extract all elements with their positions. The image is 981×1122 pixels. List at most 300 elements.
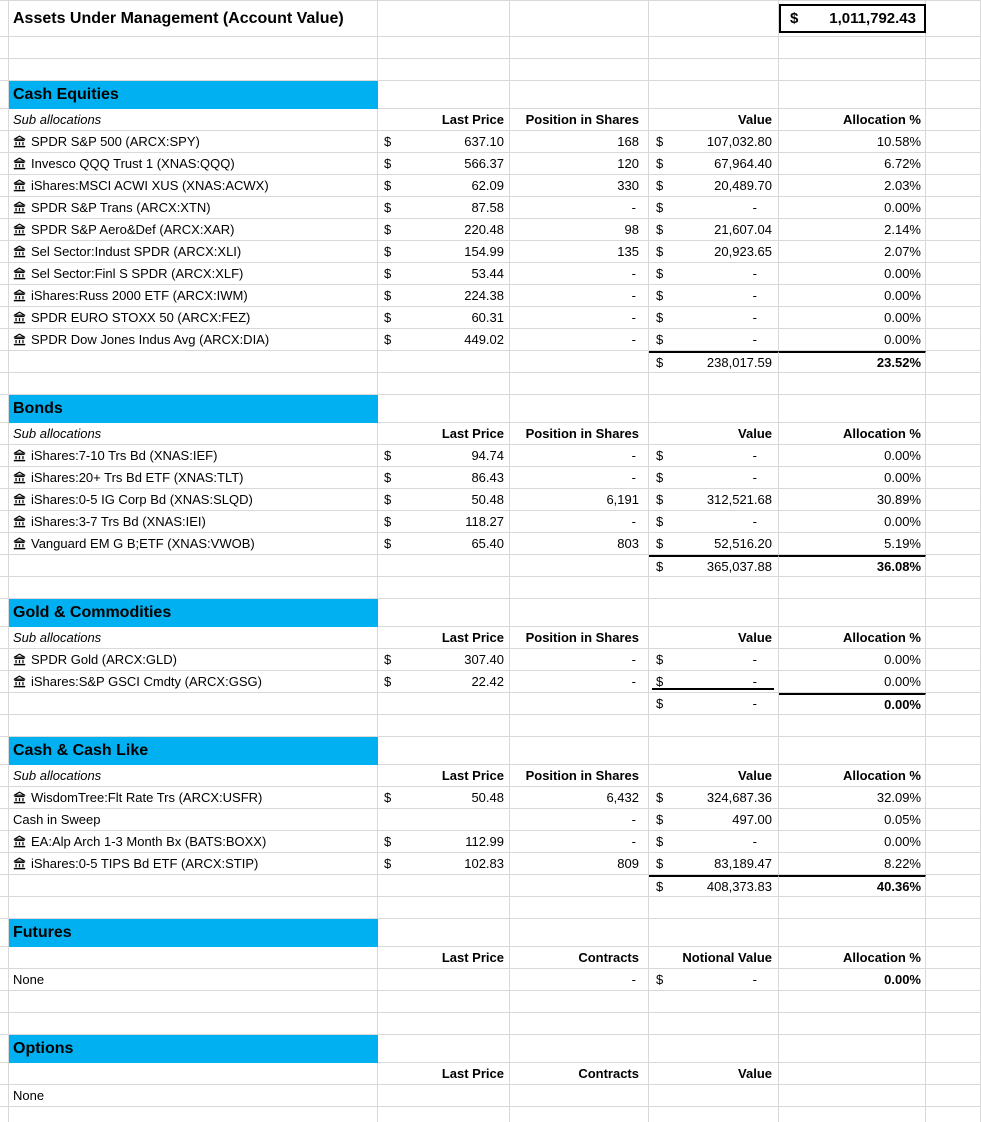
column-header-row: [0, 627, 981, 649]
grid-cell: [926, 919, 981, 947]
cell-asset-name[interactable]: [9, 489, 378, 511]
cell-last-price[interactable]: [378, 197, 510, 219]
cell-asset-name[interactable]: [9, 445, 378, 467]
cell-value[interactable]: [649, 263, 779, 285]
grid-cell: [649, 1013, 779, 1035]
cell-allocation[interactable]: [779, 197, 926, 219]
section-header[interactable]: Cash & Cash Like: [9, 737, 378, 765]
grid-cell: [0, 175, 9, 197]
cell-last-price[interactable]: [378, 241, 510, 263]
grid-cell: [9, 373, 378, 395]
position-value: -: [631, 332, 636, 347]
grid-cell: [378, 577, 510, 599]
currency-symbol: $: [384, 156, 392, 171]
classical-building-icon: [13, 245, 26, 258]
cell-asset-name[interactable]: [9, 329, 378, 351]
cell-asset-name[interactable]: [9, 853, 378, 875]
cell-last-price[interactable]: [378, 131, 510, 153]
asset-row: [0, 445, 981, 467]
cell-value[interactable]: [649, 197, 779, 219]
cell-last-price[interactable]: [378, 329, 510, 351]
grid-cell: [649, 1, 779, 37]
account-value-cell[interactable]: [779, 1, 926, 37]
grid-cell: [378, 373, 510, 395]
grid-cell: [926, 809, 981, 831]
grid-cell: [926, 1085, 981, 1107]
account-value-box[interactable]: [779, 4, 926, 33]
cell-position[interactable]: [510, 307, 649, 329]
sub-allocations-label: [9, 947, 378, 969]
grid-cell: [926, 241, 981, 263]
currency-symbol: $: [656, 652, 664, 667]
section-header[interactable]: Futures: [9, 919, 378, 947]
col-header-allocation: Allocation %: [779, 765, 926, 787]
section-header[interactable]: Cash Equities: [9, 81, 378, 109]
cell-last-price[interactable]: [378, 285, 510, 307]
cell-value[interactable]: [649, 219, 779, 241]
classical-building-icon: [13, 675, 26, 688]
cell-allocation[interactable]: [779, 853, 926, 875]
grid-cell: [779, 1107, 926, 1122]
grid-cell: [779, 599, 926, 627]
cell-last-price[interactable]: [378, 153, 510, 175]
cell-last-price[interactable]: [378, 307, 510, 329]
grid-cell: [926, 81, 981, 109]
price-value: 86.43: [471, 470, 504, 485]
cell-value[interactable]: [649, 285, 779, 307]
cell-allocation[interactable]: [779, 809, 926, 831]
asset-row: [0, 787, 981, 809]
grid-cell: [0, 219, 9, 241]
grid-cell: [649, 897, 779, 919]
cell-allocation[interactable]: [779, 307, 926, 329]
currency-symbol: $: [790, 10, 799, 27]
cell-allocation[interactable]: [779, 153, 926, 175]
page-title: Assets Under Management (Account Value): [9, 1, 378, 37]
grid-cell: [926, 533, 981, 555]
cell-total-value[interactable]: [649, 555, 779, 577]
cell-position[interactable]: [510, 969, 649, 991]
cell-allocation[interactable]: [779, 467, 926, 489]
cell-allocation[interactable]: [779, 219, 926, 241]
cell-value[interactable]: [649, 175, 779, 197]
asset-row: [0, 467, 981, 489]
value-amount: -: [752, 834, 757, 849]
asset-label: iShares:S&P GSCI Cmdty (ARCX:GSG): [31, 674, 262, 689]
position-value: -: [631, 288, 636, 303]
cell-allocation[interactable]: [779, 787, 926, 809]
sub-allocations-label: Sub allocations: [9, 627, 378, 649]
price-value: 566.37: [464, 156, 504, 171]
col-header-allocation: Allocation %: [779, 109, 926, 131]
grid-cell: [378, 737, 510, 765]
cell-asset-name[interactable]: [9, 307, 378, 329]
classical-building-icon: [13, 311, 26, 324]
cell-total-allocation[interactable]: [779, 555, 926, 577]
asset-row: [0, 809, 981, 831]
cell-value[interactable]: [649, 307, 779, 329]
cell-position[interactable]: [510, 671, 649, 693]
cell-asset-name[interactable]: [9, 831, 378, 853]
cell-asset-name[interactable]: [9, 263, 378, 285]
grid-cell: [0, 329, 9, 351]
currency-symbol: $: [384, 790, 392, 805]
blank-row: [0, 1013, 981, 1035]
grid-cell: [0, 969, 9, 991]
cell-position[interactable]: [510, 445, 649, 467]
col-header-last-price: Last Price: [378, 1063, 510, 1085]
cell-value: [649, 1085, 779, 1107]
grid-cell: [779, 715, 926, 737]
cell-total-value[interactable]: [649, 875, 779, 897]
grid-cell: [779, 1035, 926, 1063]
currency-symbol: $: [656, 470, 664, 485]
cell-position[interactable]: [510, 489, 649, 511]
position-value: -: [631, 674, 636, 689]
cell-last-price[interactable]: [378, 787, 510, 809]
blank-row: [0, 373, 981, 395]
grid-cell: [649, 919, 779, 947]
cell-asset-name[interactable]: [9, 285, 378, 307]
cell-position[interactable]: [510, 329, 649, 351]
grid-cell: [378, 875, 510, 897]
position-value: -: [631, 266, 636, 281]
grid-cell: [926, 153, 981, 175]
sub-allocations-label: Sub allocations: [9, 423, 378, 445]
grid-cell: [649, 1107, 779, 1122]
allocation-value: 0.00%: [884, 470, 921, 485]
cell-value[interactable]: [649, 153, 779, 175]
grid-cell: [926, 737, 981, 765]
grid-cell: [779, 737, 926, 765]
cell-value[interactable]: [649, 445, 779, 467]
asset-row: [0, 649, 981, 671]
asset-label: SPDR Dow Jones Indus Avg (ARCX:DIA): [31, 332, 270, 347]
cell-allocation[interactable]: [779, 175, 926, 197]
grid-cell: [649, 59, 779, 81]
position-value: 168: [617, 134, 639, 149]
cell-value[interactable]: [649, 787, 779, 809]
cell-position[interactable]: [510, 175, 649, 197]
cell-value[interactable]: [649, 853, 779, 875]
classical-building-icon: [13, 157, 26, 170]
value-amount: 83,189.47: [714, 856, 772, 871]
grid-cell: [378, 991, 510, 1013]
grid-cell: [926, 263, 981, 285]
value-amount: 52,516.20: [714, 536, 772, 551]
grid-cell: [0, 787, 9, 809]
grid-cell: [0, 831, 9, 853]
cell-position[interactable]: [510, 853, 649, 875]
col-header-value: Value: [649, 627, 779, 649]
cell-last-price[interactable]: [378, 219, 510, 241]
cell-value[interactable]: [649, 831, 779, 853]
grid-cell: [0, 395, 9, 423]
cell-value[interactable]: [649, 467, 779, 489]
currency-symbol: $: [384, 178, 392, 193]
grid-cell: [378, 1013, 510, 1035]
grid-cell: [926, 37, 981, 59]
cell-total-allocation[interactable]: [779, 693, 926, 715]
cell-total-value[interactable]: [649, 693, 779, 715]
currency-symbol: $: [384, 200, 392, 215]
classical-building-icon: [13, 201, 26, 214]
cell-position[interactable]: [510, 153, 649, 175]
cell-asset-name[interactable]: [9, 511, 378, 533]
classical-building-icon: [13, 653, 26, 666]
cell-allocation[interactable]: [779, 489, 926, 511]
currency-symbol: $: [384, 470, 392, 485]
cell-position[interactable]: [510, 467, 649, 489]
cell-allocation[interactable]: [779, 445, 926, 467]
cell-asset-name[interactable]: [9, 649, 378, 671]
grid-cell: [0, 577, 9, 599]
position-value: -: [631, 310, 636, 325]
cell-allocation[interactable]: [779, 511, 926, 533]
section-header[interactable]: Gold & Commodities: [9, 599, 378, 627]
value-amount: 324,687.36: [706, 790, 772, 805]
asset-label: EA:Alp Arch 1-3 Month Bx (BATS:BOXX): [31, 834, 267, 849]
asset-row: [0, 175, 981, 197]
col-header-position: Position in Shares: [510, 765, 649, 787]
price-value: 60.31: [471, 310, 504, 325]
cell-position[interactable]: [510, 219, 649, 241]
classical-building-icon: [13, 471, 26, 484]
cell-last-price[interactable]: [378, 445, 510, 467]
asset-label: iShares:Russ 2000 ETF (ARCX:IWM): [31, 288, 248, 303]
cell-last-price[interactable]: [378, 853, 510, 875]
total-allocation-value: 36.08%: [876, 559, 921, 574]
value-amount: -: [752, 266, 757, 281]
value-amount: 107,032.80: [706, 134, 772, 149]
total-value-amount: 408,373.83: [706, 879, 772, 894]
total-value-amount: 238,017.59: [706, 355, 772, 370]
asset-row: [0, 197, 981, 219]
position-value: -: [631, 514, 636, 529]
section-header[interactable]: Options: [9, 1035, 378, 1063]
currency-symbol: $: [384, 492, 392, 507]
grid-cell: [9, 37, 378, 59]
position-value: 135: [617, 244, 639, 259]
cell-value[interactable]: [649, 489, 779, 511]
grid-cell: [926, 423, 981, 445]
grid-cell: [510, 991, 649, 1013]
currency-symbol: $: [656, 156, 664, 171]
grid-cell: [510, 351, 649, 373]
cell-last-price[interactable]: [378, 533, 510, 555]
cell-position[interactable]: [510, 511, 649, 533]
classical-building-icon: [13, 515, 26, 528]
grid-cell: [510, 555, 649, 577]
cell-allocation[interactable]: [779, 131, 926, 153]
allocation-value: 2.14%: [884, 222, 921, 237]
cell-asset-name[interactable]: [9, 131, 378, 153]
cell-asset-name[interactable]: [9, 533, 378, 555]
cell-asset-name[interactable]: [9, 219, 378, 241]
asset-row: [0, 263, 981, 285]
cell-last-price[interactable]: [378, 467, 510, 489]
cell-allocation[interactable]: [779, 285, 926, 307]
grid-cell: [0, 351, 9, 373]
classical-building-icon: [13, 267, 26, 280]
cell-asset-name[interactable]: [9, 671, 378, 693]
cell-allocation[interactable]: [779, 671, 926, 693]
cell-value[interactable]: [649, 533, 779, 555]
asset-label: SPDR Gold (ARCX:GLD): [31, 652, 177, 667]
cell-last-price[interactable]: [378, 831, 510, 853]
cell-position[interactable]: [510, 241, 649, 263]
col-header-allocation: Allocation %: [779, 947, 926, 969]
grid-cell: [9, 897, 378, 919]
classical-building-icon: [13, 223, 26, 236]
grid-cell: [510, 1, 649, 37]
cell-allocation[interactable]: [779, 831, 926, 853]
cell-position: [510, 1085, 649, 1107]
cell-last-price[interactable]: [378, 649, 510, 671]
classical-building-icon: [13, 289, 26, 302]
grid-cell: [926, 787, 981, 809]
grid-cell: [926, 467, 981, 489]
price-value: 220.48: [464, 222, 504, 237]
currency-symbol: $: [656, 222, 664, 237]
grid-cell: [649, 737, 779, 765]
grid-cell: [0, 373, 9, 395]
cell-value[interactable]: [649, 969, 779, 991]
grid-cell: [779, 577, 926, 599]
cell-value[interactable]: [649, 809, 779, 831]
grid-cell: [926, 991, 981, 1013]
grid-cell: [0, 285, 9, 307]
cell-last-price[interactable]: [378, 263, 510, 285]
currency-symbol: $: [656, 536, 664, 551]
allocation-value: 2.03%: [884, 178, 921, 193]
grid-cell: [9, 555, 378, 577]
cell-last-price: [378, 969, 510, 991]
asset-row: [0, 241, 981, 263]
classical-building-icon: [13, 791, 26, 804]
cell-last-price[interactable]: [378, 671, 510, 693]
grid-cell: [9, 351, 378, 373]
cell-allocation[interactable]: [779, 241, 926, 263]
cell-asset-name[interactable]: [9, 809, 378, 831]
position-value: 6,191: [606, 492, 639, 507]
grid-cell: [0, 649, 9, 671]
grid-cell: [0, 37, 9, 59]
cell-position[interactable]: [510, 263, 649, 285]
cell-value[interactable]: [649, 511, 779, 533]
cell-value[interactable]: [649, 671, 779, 693]
grid-cell: [0, 1, 9, 37]
cell-allocation: [779, 1085, 926, 1107]
asset-label: None: [13, 972, 45, 987]
cell-position[interactable]: [510, 197, 649, 219]
cell-asset-name[interactable]: [9, 153, 378, 175]
price-value: 637.10: [464, 134, 504, 149]
cell-allocation[interactable]: [779, 263, 926, 285]
grid-cell: [0, 853, 9, 875]
grid-cell: [926, 329, 981, 351]
currency-symbol: $: [384, 448, 392, 463]
currency-symbol: $: [384, 834, 392, 849]
cell-allocation[interactable]: [779, 329, 926, 351]
cell-total-allocation[interactable]: [779, 875, 926, 897]
cell-asset-name[interactable]: [9, 1085, 378, 1107]
grid-cell: [779, 991, 926, 1013]
cell-allocation[interactable]: [779, 533, 926, 555]
allocation-value: 0.00%: [884, 266, 921, 281]
allocation-value: 5.19%: [884, 536, 921, 551]
section-header[interactable]: Bonds: [9, 395, 378, 423]
cell-total-value[interactable]: [649, 351, 779, 373]
blank-row: [0, 577, 981, 599]
cell-asset-name[interactable]: [9, 197, 378, 219]
grid-cell: [779, 37, 926, 59]
cell-value[interactable]: [649, 241, 779, 263]
grid-cell: [378, 1035, 510, 1063]
cell-last-price[interactable]: [378, 175, 510, 197]
cell-position[interactable]: [510, 831, 649, 853]
position-value: -: [631, 972, 636, 987]
column-header-row: [0, 423, 981, 445]
cell-last-price[interactable]: [378, 489, 510, 511]
grid-cell: [378, 81, 510, 109]
currency-symbol: $: [384, 244, 392, 259]
cell-position[interactable]: [510, 533, 649, 555]
grid-cell: [378, 351, 510, 373]
cell-position[interactable]: [510, 131, 649, 153]
grid-cell: [378, 1107, 510, 1122]
allocation-value: 0.00%: [884, 310, 921, 325]
cell-asset-name[interactable]: [9, 467, 378, 489]
asset-row: [0, 533, 981, 555]
price-value: 50.48: [471, 492, 504, 507]
asset-label: WisdomTree:Flt Rate Trs (ARCX:USFR): [31, 790, 263, 805]
asset-row: [0, 831, 981, 853]
cell-allocation[interactable]: [779, 969, 926, 991]
cell-last-price: [378, 809, 510, 831]
cell-position[interactable]: [510, 809, 649, 831]
cell-value[interactable]: [649, 329, 779, 351]
grid-cell: [0, 671, 9, 693]
cell-position[interactable]: [510, 649, 649, 671]
cell-allocation[interactable]: [779, 649, 926, 671]
position-value: 330: [617, 178, 639, 193]
grid-cell: [378, 59, 510, 81]
sub-allocations-label: Sub allocations: [9, 765, 378, 787]
grid-cell: [649, 395, 779, 423]
cell-value[interactable]: [649, 649, 779, 671]
grid-cell: [510, 373, 649, 395]
grid-cell: [9, 715, 378, 737]
cell-value[interactable]: [649, 131, 779, 153]
section-header-row: [0, 737, 981, 765]
cell-asset-name[interactable]: [9, 969, 378, 991]
grid-cell: [0, 1013, 9, 1035]
cell-position[interactable]: [510, 285, 649, 307]
cell-asset-name[interactable]: [9, 787, 378, 809]
grid-cell: [378, 897, 510, 919]
cell-position[interactable]: [510, 787, 649, 809]
cell-last-price[interactable]: [378, 511, 510, 533]
value-amount: -: [752, 332, 757, 347]
price-value: 65.40: [471, 536, 504, 551]
cell-total-allocation[interactable]: [779, 351, 926, 373]
cell-asset-name[interactable]: [9, 175, 378, 197]
grid-cell: [0, 947, 9, 969]
grid-cell: [0, 109, 9, 131]
cell-asset-name[interactable]: [9, 241, 378, 263]
currency-symbol: $: [656, 492, 664, 507]
